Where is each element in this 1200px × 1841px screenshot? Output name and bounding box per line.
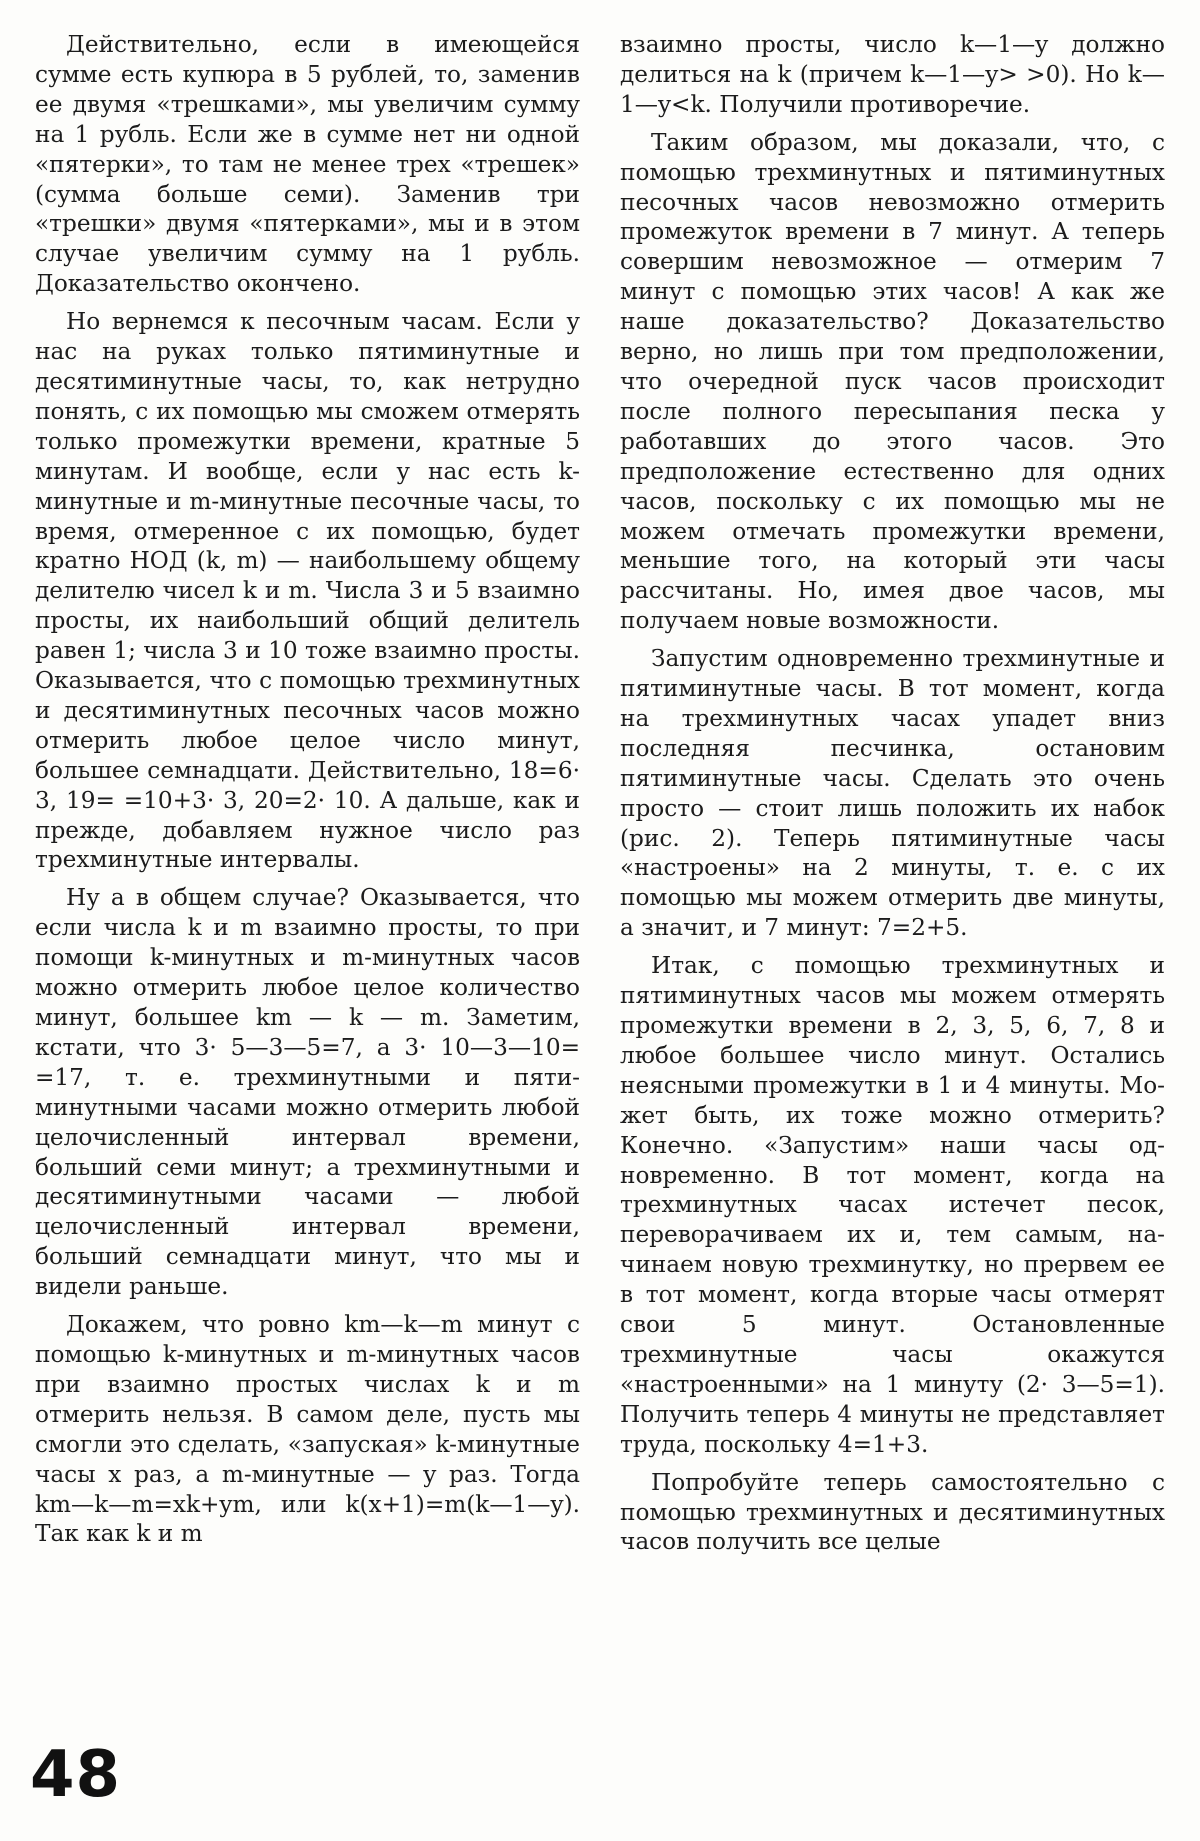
paragraph: Попробуйте теперь самостоятельно с помощью трехминутных и десятиминутных часов получить все целые bbox=[620, 1468, 1165, 1556]
left-column bbox=[35, 30, 580, 1549]
paragraph: Итак, с помощью трехминутных и пятиминутных часов мы можем отмерять промежутки времени в 2, 3, 5, 6, 7, 8 и любое большее число минут. Остались неясными промежутки в 1 и 4 минуты. Может быть, их тоже можно отмерить? Конечно. «Запустим» наши часы одновременно. В тот момент, когда на трехминутных часах истечет песок, переворачиваем их и, тем самым, начинаем новую трехминутку, но прервем ее в тот момент, когда вторые часы отмерят свои 5 минут. Остановленные трехминутные часы окажутся «настроенными» на 1 минуту (2· 3—5=1). Получить теперь 4 минуты не представляет труда, поскольку 4=1+3. bbox=[620, 952, 1165, 1458]
right-column bbox=[620, 30, 1165, 1557]
paragraph: Запустим одновременно трехминутные и пятиминутные часы. В тот момент, когда на трехминутных часах упадет вниз последняя песчинка, остановим пятиминутные часы. Сделать это очень просто — стоит лишь положить их набок (рис. 2). Теперь пятиминутные часы «настроены» на 2 минуты, т. е. с их помощью мы можем отмерить две минуты, а значит, и 7 минут: 7=2+5. bbox=[620, 645, 1165, 942]
paragraph: Таким образом, мы доказали, что, с помощью трехминутных и пятиминутных песочных часов невозможно отмерить промежуток времени в 7 минут. А теперь совершим невозможное — отмерим 7 минут с помощью этих часов! А как же наше доказательство? Доказательство верно, но лишь при том предположении, что очередной пуск часов происходит после полного пересыпания песка у работавших до этого часов. Это предположение естественно для одних часов, поскольку с их помощью мы не можем отмечать промежутки времени, меньшие того, на который эти часы рассчитаны. Но, имея двое часов, мы получаем новые возможности. bbox=[620, 128, 1165, 635]
paragraph: Но вернемся к песочным часам. Если у нас на руках только пятиминутные и десятиминутные часы, то, как нетрудно понять, с их помощью мы сможем отмерять только промежутки времени, кратные 5 минутам. И вообще, если у нас есть k-минутные и m-минутные песочные часы, то время, отмеренное с их помощью, будет кратно НОД (k, m) — наибольшему общему делителю чисел k и m. Числа 3 и 5 взаимно просты, их наибольший общий делитель равен 1; числа 3 и 10 тоже взаимно просты. Оказывается, что с помощью трехминутных и десятиминутных песочных часов можно отмерить любое целое число минут, большее семнадцати. Действительно, 18=6· 3, 19= =10+3· 3, 20=2· 10. А дальше, как и прежде, добавляем нужное число раз трехминутные интервалы. bbox=[35, 308, 580, 874]
paragraph: Действительно, если в имеющейся сумме есть купюра в 5 рублей, то, заменив ее двумя «трешками», мы увеличим сумму на 1 рубль. Если же в сумме нет ни одной «пятерки», то там не менее трех «трешек» (сумма больше семи). Заменив три «трешки» двумя «пятерками», мы и в этом случае увеличим сумму на 1 рубль. Доказательство окончено. bbox=[35, 31, 580, 298]
paragraph-continued: взаимно просты, число k—1—y должно делиться на k (причем k—1—y> >0). Но k—1—y<k. Получили противоречие. bbox=[620, 31, 1165, 118]
paragraph: Докажем, что ровно km—k—m минут с помощью k-минутных и m-минутных часов при взаимно простых числах k и m отмерить нельзя. В самом деле, пусть мы смогли это сделать, «запуская» k-минутные часы x раз, а m-минутные — y раз. Тогда km—k—m=xk+ym, или k(x+1)=m(k—1—y). Так как k и m bbox=[35, 1311, 580, 1548]
page-number: 48 bbox=[30, 1738, 122, 1812]
paragraph: Ну а в общем случае? Оказывается, что если числа k и m взаимно просты, то при помощи k-минутных и m-минутных часов можно отмерить любое целое количество минут, большее km — k — m. Заметим, кстати, что 3· 5—3—5=7, а 3· 10—3—10= =17, т. е. трехминутными и пятиминутными часами можно отмерить любой целочисленный интервал времени, больший семи минут; а трехминутными и десятиминутными часами — любой целочисленный интервал времени, больший семнадцати минут, что мы и видели раньше. bbox=[35, 884, 580, 1301]
